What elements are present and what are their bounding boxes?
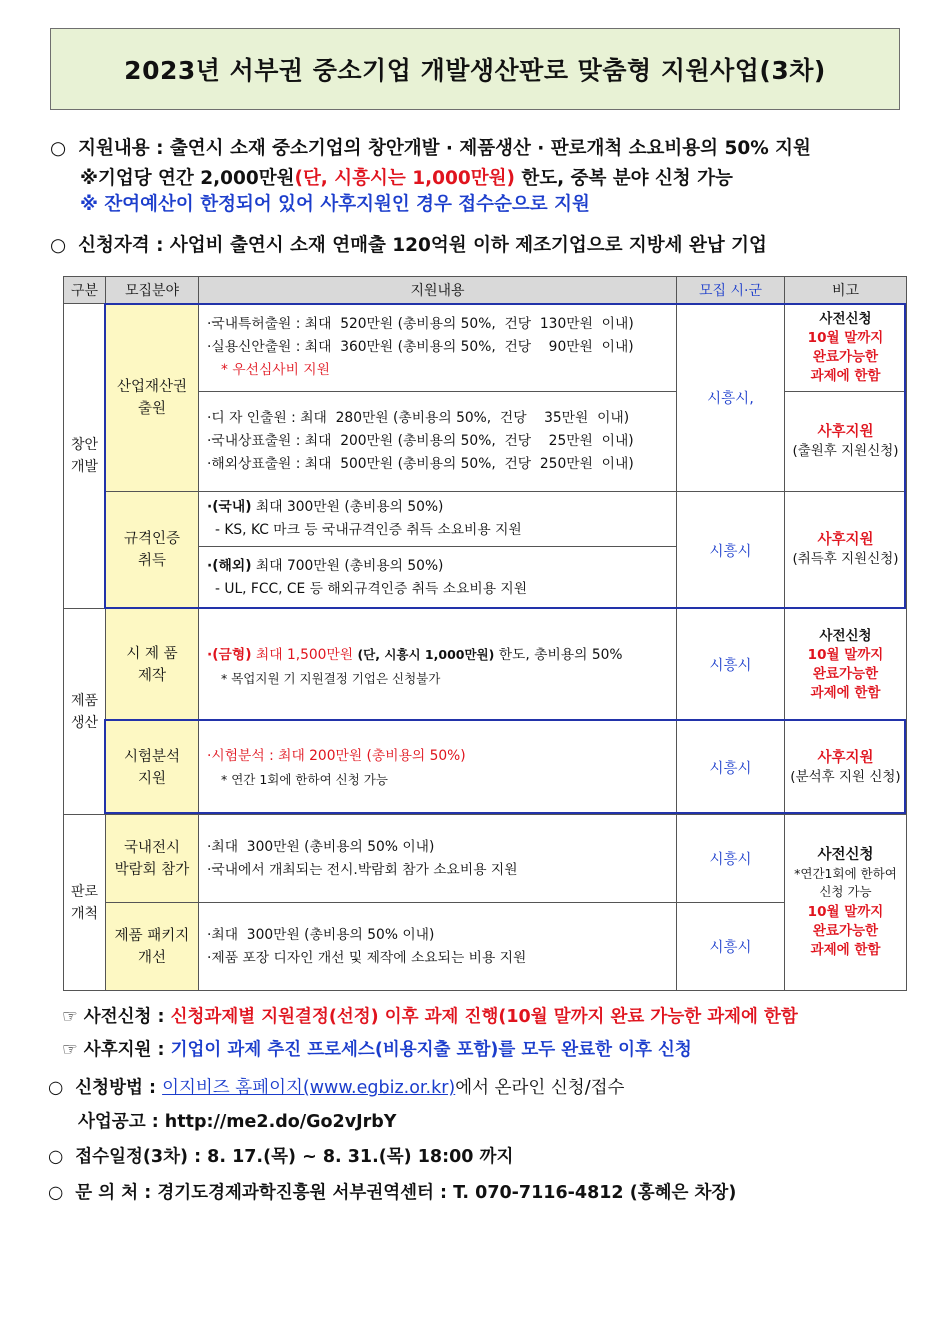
schedule: 접수일정(3차) : 8. 17.(목) ~ 8. 31.(목) 18:00 까지 [75, 1147, 514, 1167]
circle-bullet-icon: ○ [48, 1078, 64, 1098]
expo-content [199, 815, 677, 903]
region-expo: 시흥시 [677, 815, 785, 903]
cert-domestic-amount: 최대 300만원 (총비용의 50%) [251, 499, 444, 515]
region-ip: 시흥시, [677, 304, 785, 492]
prototype-note: * 목업지원 기 지원결정 기업은 신청불가 [221, 671, 441, 686]
apply-method-label: 신청방법 : [75, 1078, 163, 1098]
note-post-ip [785, 392, 907, 492]
prototype-content [199, 609, 677, 721]
budget-note: ※ 잔여예산이 한정되어 있어 사후지원인 경우 접수순으로 지원 [80, 194, 590, 215]
note-post-test [785, 721, 907, 815]
prototype-mold-label: ·(금형) [207, 647, 252, 663]
cert-domestic-detail: - KS, KC 마크 등 국내규격인증 취득 소요비용 지원 [215, 522, 522, 538]
field-cert: 규격인증 취득 [106, 492, 199, 609]
table-header-row [64, 277, 907, 304]
post-apply-text: 기업이 과제 추진 프로세스(비용지출 포함)를 모두 완료한 이후 신청 [170, 1040, 692, 1060]
hand-pointer-icon: ☞ [62, 1040, 78, 1060]
note-pre-title: 사전신청 [819, 310, 872, 327]
note-pre-title: 사전신청 [819, 627, 872, 644]
field-test: 시험분석 지원 [106, 721, 199, 815]
bullet-icon: ○ [50, 235, 67, 256]
region-prototype: 시흥시 [677, 609, 785, 721]
region-package: 시흥시 [677, 903, 785, 991]
table-row [64, 609, 907, 721]
ip-content-a [199, 304, 677, 392]
notice-link[interactable]: 사업공고 : http://me2.do/Go2vJrbY [78, 1112, 397, 1132]
note-sales-title: 사전신청 [817, 846, 874, 863]
pre-apply-label: 사전신청 : [83, 1007, 171, 1027]
limit-prefix: ※기업당 연간 2,000만원 [80, 168, 295, 189]
page-title: 2023년 서부권 중소기업 개발생산판로 맞춤형 지원사업(3차) [124, 56, 826, 85]
note-post-cert [785, 492, 907, 609]
field-expo: 국내전시 박람회 참가 [106, 815, 199, 903]
pre-apply-text: 신청과제별 지원결정(선정) 이후 과제 진행(10월 말까지 완료 가능한 과제에 한함 [170, 1007, 798, 1027]
limit-exception: (단, 시흥시는 1,000만원) [294, 168, 515, 189]
note-post-title: 사후지원 [817, 423, 874, 440]
limit-suffix: 한도, 중복 분야 신청 가능 [514, 168, 733, 189]
note-pre-detail: 10월 말까지 완료가능한 과제에 한함 [807, 329, 884, 384]
note-sales-detail: 10월 말까지 완료가능한 과제에 한함 [807, 903, 884, 958]
region-test: 시흥시 [677, 721, 785, 815]
table-row [64, 304, 907, 392]
circle-bullet-icon: ○ [48, 1183, 64, 1203]
schedule-line [48, 1143, 513, 1168]
eligibility-line [50, 231, 767, 257]
table-row [64, 815, 907, 903]
cert-domestic-label: ·(국내) [207, 499, 252, 515]
note-post-detail: (분석후 지원 신청) [790, 768, 901, 785]
category-creation: 창안 개발 [64, 304, 106, 609]
test-content [199, 721, 677, 815]
ip-line-trademark-domestic: ·국내상표출원 : 최대 200만원 (총비용의 50%, 건당 25만원 이내) [207, 433, 634, 449]
post-apply-label: 사후지원 : [83, 1040, 171, 1060]
circle-bullet-icon: ○ [48, 1147, 64, 1167]
package-content [199, 903, 677, 991]
header-remarks: 비고 [785, 277, 907, 304]
note-post-detail: (출원후 지원신청) [792, 442, 899, 459]
note-post-title: 사후지원 [817, 749, 874, 766]
package-line-amount: ·최대 300만원 (총비용의 50% 이내) [207, 926, 435, 943]
contact: 문 의 처 : 경기도경제과학진흥원 서부권역센터 : T. 070-7116-4812 (홍혜은 차장) [75, 1183, 737, 1203]
table-row [64, 721, 907, 815]
prototype-amount: 최대 1,500만원 [251, 647, 354, 663]
ip-line-design: ·디 자 인출원 : 최대 280만원 (총비용의 50%, 건당 35만원 이내) [207, 410, 630, 426]
field-prototype: 시 제 품 제작 [106, 609, 199, 721]
note-pre-detail: 10월 말까지 완료가능한 과제에 한함 [807, 646, 884, 701]
cert-foreign-amount: 최대 700만원 (총비용의 50%) [251, 557, 444, 574]
ip-line-priority: * 우선심사비 지원 [221, 362, 330, 378]
support-content: 지원내용 : 출연시 소재 중소기업의 창안개발 · 제품생산 · 판로개척 소요비용의 50% 지원 [78, 138, 811, 159]
header-region: 모집 시·군 [677, 277, 785, 304]
package-line-detail: ·제품 포장 디자인 개선 및 제작에 소요되는 비용 지원 [207, 949, 527, 966]
expo-line-amount: ·최대 300만원 (총비용의 50% 이내) [207, 838, 435, 855]
ip-line-trademark-foreign: ·해외상표출원 : 최대 500만원 (총비용의 50%, 건당 250만원 이내) [207, 456, 634, 472]
header-field: 모집분야 [106, 277, 199, 304]
region-cert: 시흥시 [677, 492, 785, 609]
title-box [50, 28, 900, 110]
hand-pointer-icon: ☞ [62, 1007, 78, 1027]
category-sales: 판로 개척 [64, 815, 106, 991]
table-row [64, 492, 907, 547]
limit-line [80, 164, 733, 190]
eligibility: 신청자격 : 사업비 출연시 소재 연매출 120억원 이하 제조기업으로 지방세 완납 기업 [78, 235, 767, 256]
apply-method [48, 1074, 624, 1099]
note-pre-ip [785, 304, 907, 392]
pre-apply-note [62, 1003, 798, 1028]
note-sales-limit: *연간1회에 한하여 신청 가능 [794, 865, 897, 899]
ip-content-b [199, 392, 677, 492]
note-post-title: 사후지원 [817, 532, 874, 548]
egbiz-link[interactable]: 이지비즈 홈페이지(www.egbiz.or.kr) [162, 1078, 456, 1098]
cert-content-domestic [199, 492, 677, 547]
note-pre-production [785, 609, 907, 721]
ip-line-utility: ·실용신안출원 : 최대 360만원 (총비용의 50%, 건당 90만원 이내) [207, 339, 634, 355]
expo-line-detail: ·국내에서 개최되는 전시.박람회 참가 소요비용 지원 [207, 861, 518, 878]
note-post-detail: (취득후 지원신청) [792, 551, 899, 567]
field-package: 제품 패키지 개선 [106, 903, 199, 991]
prototype-tail: 한도, 총비용의 50% [494, 647, 623, 663]
apply-method-tail: 에서 온라인 신청/접수 [455, 1078, 625, 1098]
cert-foreign-label: ·(해외) [207, 557, 252, 574]
table-row [64, 903, 907, 991]
header-content: 지원내용 [199, 277, 677, 304]
category-production: 제품 생산 [64, 609, 106, 815]
cert-foreign-detail: - UL, FCC, CE 등 해외규격인증 취득 소요비용 지원 [215, 580, 528, 597]
header-category: 구분 [64, 277, 106, 304]
support-table [63, 276, 907, 991]
test-note: * 연간 1회에 한하여 신청 가능 [221, 771, 388, 787]
bullet-icon: ○ [50, 138, 67, 159]
contact-line [48, 1179, 736, 1204]
support-content-line [50, 134, 811, 160]
cert-content-foreign [199, 547, 677, 609]
note-pre-sales [785, 815, 907, 991]
test-line: ·시험분석 : 최대 200만원 (총비용의 50%) [207, 747, 466, 764]
prototype-siheung-limit: (단, 시흥시 1,000만원) [353, 647, 495, 662]
field-ip: 산업재산권 출원 [106, 304, 199, 492]
post-apply-note [62, 1036, 692, 1061]
ip-line-patent: ·국내특허출원 : 최대 520만원 (총비용의 50%, 건당 130만원 이내) [207, 316, 634, 332]
